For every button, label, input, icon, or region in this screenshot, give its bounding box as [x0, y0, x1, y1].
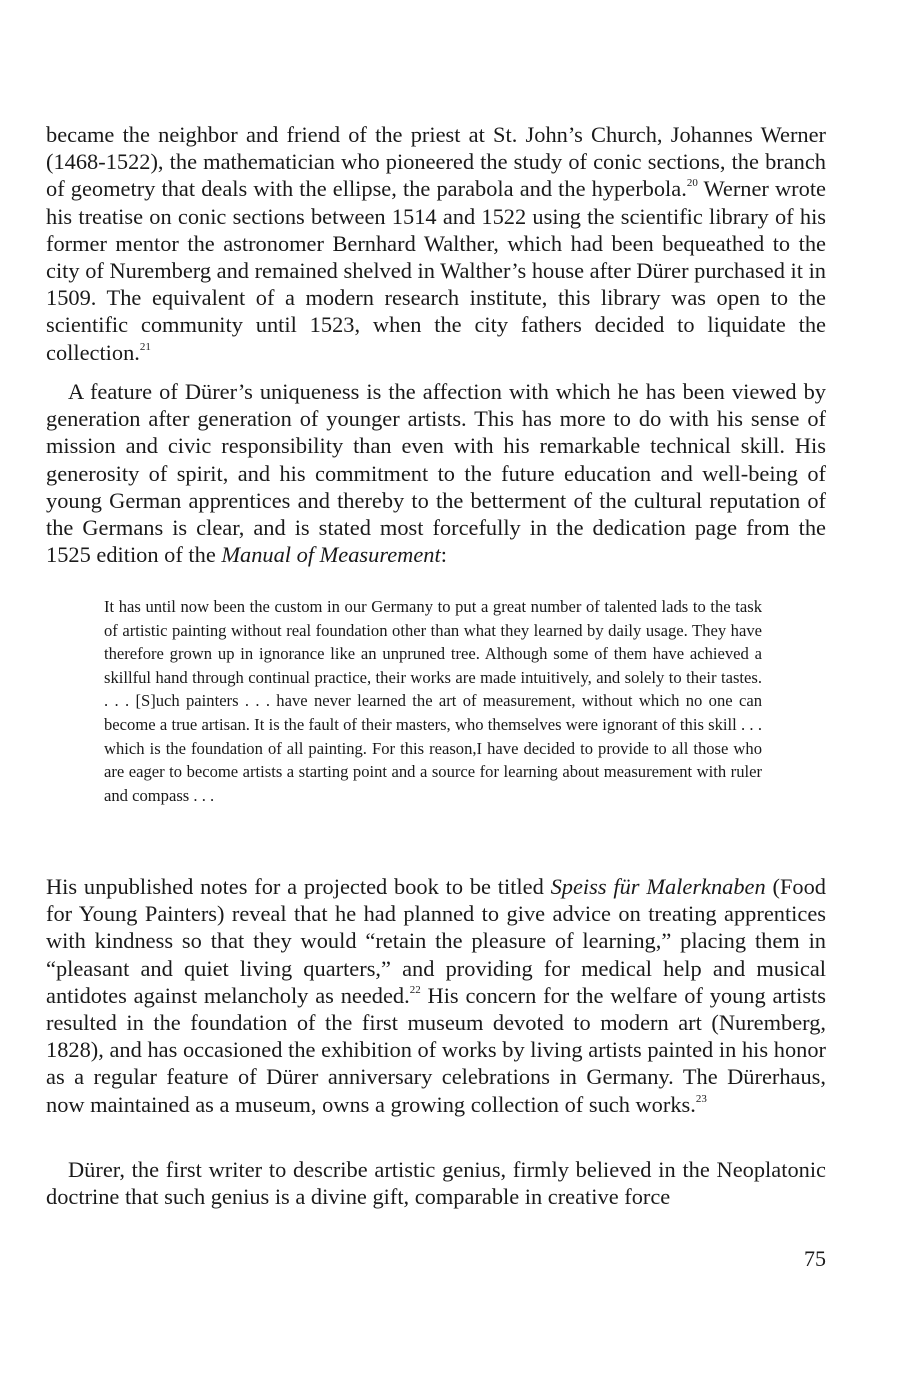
paragraph-genius-text: Dürer, the first writer to describe artistic genius, firmly believed in the Neoplatonic doctrine that such genius is a divine gift, comparable in creative force: [46, 1157, 826, 1210]
paragraph-uniqueness-end: :: [440, 542, 447, 568]
paragraph-uniqueness-body: A feature of Dürer’s uniqueness is the affection with which he has been viewed by generation after generation of younger artists. This has more to do with his sense of mission and civic responsibility than even with his remarkable technical skill. His generosity of spirit, and his commitment to the future education and well-being of young German apprentices and thereby to the betterment of the cultural reputation of the Germans is clear, and is stated most forcefully in the dedication page from the 1525 edition of the: [46, 379, 826, 568]
book-title-speiss: Speiss für Malerknaben: [550, 874, 766, 899]
paragraph-uniqueness: [46, 378, 826, 568]
paragraph-notes-part-1: His unpublished notes for a projected book to be titled: [46, 874, 551, 899]
page-number: 75: [804, 1246, 826, 1271]
footnote-ref-20: 20: [686, 177, 698, 190]
paragraph-werner-part-1: became the neighbor and friend of the priest at St. John’s Church, Johannes Werner (1468-1522), the mathematician who pioneered the study of conic sections, the branch of geometry that deals with the ellipse, the parabola and the hyperbola.: [46, 122, 826, 202]
paragraph-notes-part-3: His concern for the welfare of young artists resulted in the foundation of the first museum devoted to modern art (Nuremberg, 1828), and has occasioned the exhibition of works by living artists painted in his honor as a regular feature of Dürer anniversary celebrations in Germany. The Dürerhaus, now maintained as a museum, owns a growing collection of such works.: [46, 982, 826, 1117]
book-title-manual: Manual of Measurement: [221, 542, 441, 568]
footnote-ref-22: 22: [409, 983, 421, 996]
paragraph-uniqueness-text: [46, 378, 826, 568]
footnote-ref-21: 21: [139, 340, 151, 353]
paragraph-genius: [46, 1156, 826, 1210]
block-quote-text: It has until now been the custom in our Germany to put a great number of talented lads to the task of artistic painting without real foundation other than what they learned by daily usage. They have therefore grown up in ignorance like an unpruned tree. Although some of them have achieved a skillful hand through continual practice, their works are made intuitively, and solely to their tastes. . . . [S]uch painters . . . have never learned the art of measurement, without which no one can become a true artisan. It is the fault of their masters, who themselves were ignorant of this skill . . . which is the foundation of all painting. For this reason,I have decided to provide to all those who are eager to become artists a starting point and a source for learning about measurement with ruler and compass . . .: [104, 597, 762, 805]
paragraph-notes-part-2: (Food for Young Painters) reveal that he had planned to give advice on treating apprentices with kindness so that they would “retain the pleasure of learning,” placing them in “pleasant and quiet living quarters,” and providing for medical help and musical antidotes against melancholy as needed.: [46, 874, 827, 1008]
block-quote-dedication: [104, 595, 762, 807]
paragraph-unpublished-notes-text: [46, 873, 826, 1118]
paragraph-werner: [46, 121, 826, 366]
footnote-ref-23: 23: [695, 1092, 707, 1105]
paragraph-werner-text: [46, 121, 826, 366]
paragraph-werner-part-2: Werner wrote his treatise on conic sections between 1514 and 1522 using the scientific library of his former mentor the astronomer Bernhard Walther, which had been bequeathed to the city of Nuremberg and remained shelved in Walther’s house after Dürer purchased it in 1509. The equivalent of a modern research institute, this library was open to the scientific community until 1523, when the city fathers decided to liquidate the collection.: [46, 176, 826, 365]
paragraph-unpublished-notes: [46, 873, 826, 1118]
